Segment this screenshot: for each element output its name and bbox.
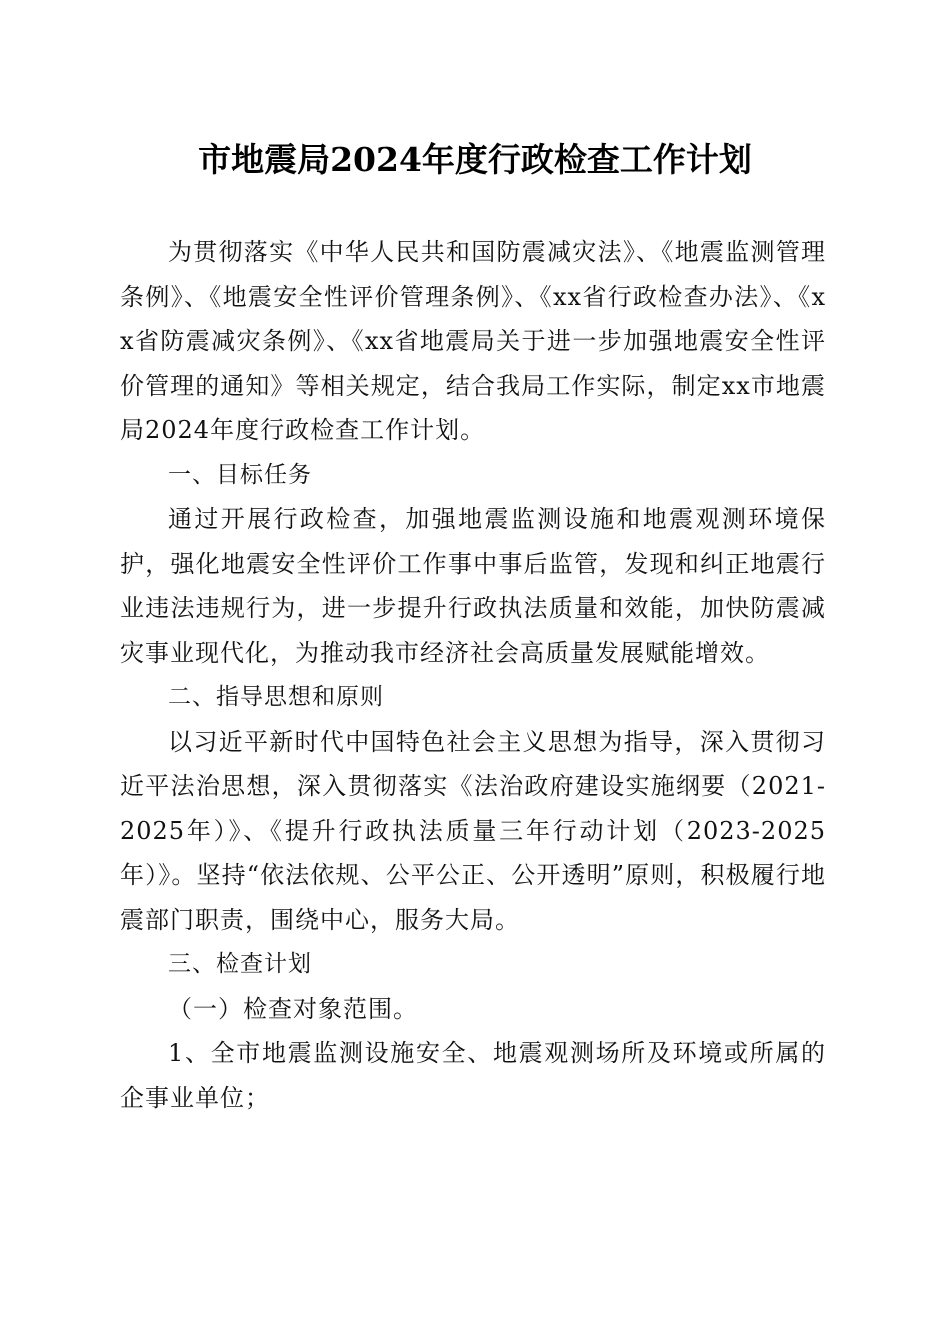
section-principles-paragraph: 以习近平新时代中国特色社会主义思想为指导，深入贯彻习近平法治思想，深入贯彻落实《法治政府建设实施纲要（2021-2025年）》、《提升行政执法质量三年行动计划（2023-2025年）》。坚持“依法依规、公平公正、公开透明”原则，积极履行地震部门职责，围绕中心，服务大局。 [120, 727, 826, 934]
subsection-scope: （一）检查对象范围。 [168, 994, 418, 1023]
section-heading-plan: 三、检查计划 [168, 951, 312, 977]
section-heading-principles: 二、指导思想和原则 [168, 684, 384, 710]
document-title: 市地震局2024年度行政检查工作计划 [198, 140, 752, 179]
document-body [120, 230, 826, 1120]
section-goals-paragraph: 通过开展行政检查，加强地震监测设施和地震观测环境保护，强化地震安全性评价工作事中事后监管，发现和纠正地震行业违法违规行为，进一步提升行政执法质量和效能，加快防震减灾事业现代化，为推动我市经济社会高质量发展赋能增效。 [120, 505, 826, 667]
scope-item-1: 1、全市地震监测设施安全、地震观测场所及环境或所属的企事业单位； [120, 1039, 826, 1112]
intro-paragraph: 为贯彻落实《中华人民共和国防震减灾法》、《地震监测管理条例》、《地震安全性评价管理条例》、《xx省行政检查办法》、《xx省防震减灾条例》、《xx省地震局关于进一步加强地震安全性评价管理的通知》等相关规定，结合我局工作实际，制定xx市地震局2024年度行政检查工作计划。 [120, 238, 826, 444]
section-heading-goals: 一、目标任务 [168, 461, 312, 488]
